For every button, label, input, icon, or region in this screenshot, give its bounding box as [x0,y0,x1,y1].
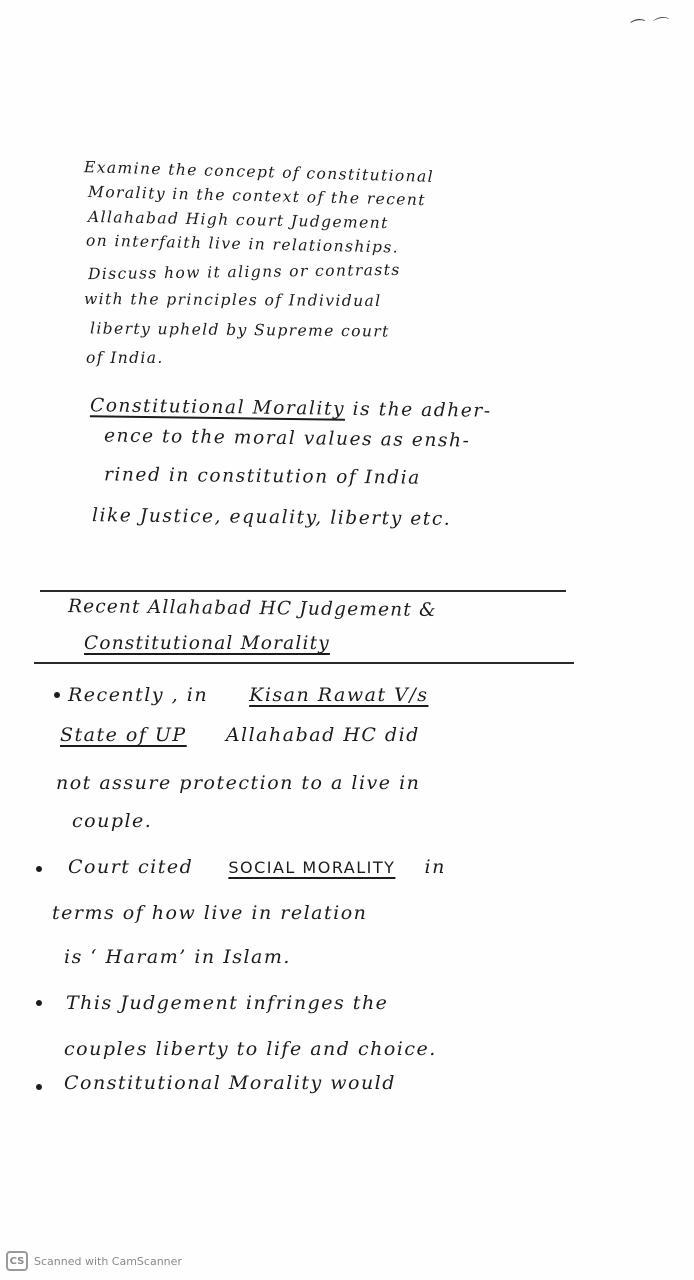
question-line-3: Allahabad High court Judgement [87,207,389,233]
definition-line-4: like Justice, equality, liberty etc. [91,505,452,530]
definition-line-2: ence to the moral values as ensh- [103,425,471,452]
point-4-line-1: Constitutional Morality would [64,1072,396,1094]
point-1-line-2 [60,724,420,746]
point-2-line-1 [68,856,446,878]
question-line-1: Examine the concept of constitutional [83,158,435,186]
section-bottom-rule [34,662,574,664]
question-line-6: with the principles of Individual [83,289,382,311]
pen-mark: ⁀ ⌒ [631,14,674,39]
point-2-line-3: is ‘ Haram’ in Islam. [64,946,291,968]
point-1-line-1 [68,684,429,706]
watermark-text: Scanned with CamScanner [34,1254,182,1268]
point-2-line-2: terms of how live in relation [52,902,368,924]
bullet-dot-4 [36,1084,42,1090]
point-1-line-3: not assure protection to a live in [56,772,421,794]
case-name-part-2: State of UP [60,724,187,746]
section-title-line-1: Recent Allahabad HC Judgement & [67,596,437,621]
point-3-line-2: couples liberty to life and choice. [64,1038,437,1060]
point-1-text-a: Recently , in [68,684,209,706]
point-1-line-4: couple. [72,810,153,832]
bullet-dot-2 [36,866,42,872]
point-2-text-a: Court cited [68,856,194,878]
section-top-rule [40,590,566,592]
question-line-7: liberty upheld by Supreme court [89,319,390,341]
case-name-part-1: Kisan Rawat V/s [249,684,429,706]
definition-line-1-rest: is the adher- [352,398,492,422]
point-3-line-1: This Judgement infringes the [66,992,389,1014]
bullet-dot-3 [36,1000,42,1006]
scanner-watermark [6,1250,182,1272]
question-line-8: of India. [86,349,164,367]
definition-line-3: rined in constitution of India [103,464,421,489]
question-line-5: Discuss how it aligns or contrasts [87,260,401,284]
point-2-text-b: in [424,856,446,878]
bullet-dot-1 [54,692,60,698]
camscanner-logo-icon: CS [6,1251,28,1271]
definition-term: Constitutional Morality [89,395,346,420]
section-title-line-2 [84,633,330,654]
definition-line-1 [90,395,492,422]
question-line-2: Morality in the context of the recent [87,182,427,210]
social-morality-term: SOCIAL MORALITY [228,858,396,877]
section-title-line-2-text: Constitutional Morality [84,633,330,654]
question-line-4: on interfaith live in relationships. [85,231,400,257]
point-1-text-b: Allahabad HC did [225,724,420,746]
